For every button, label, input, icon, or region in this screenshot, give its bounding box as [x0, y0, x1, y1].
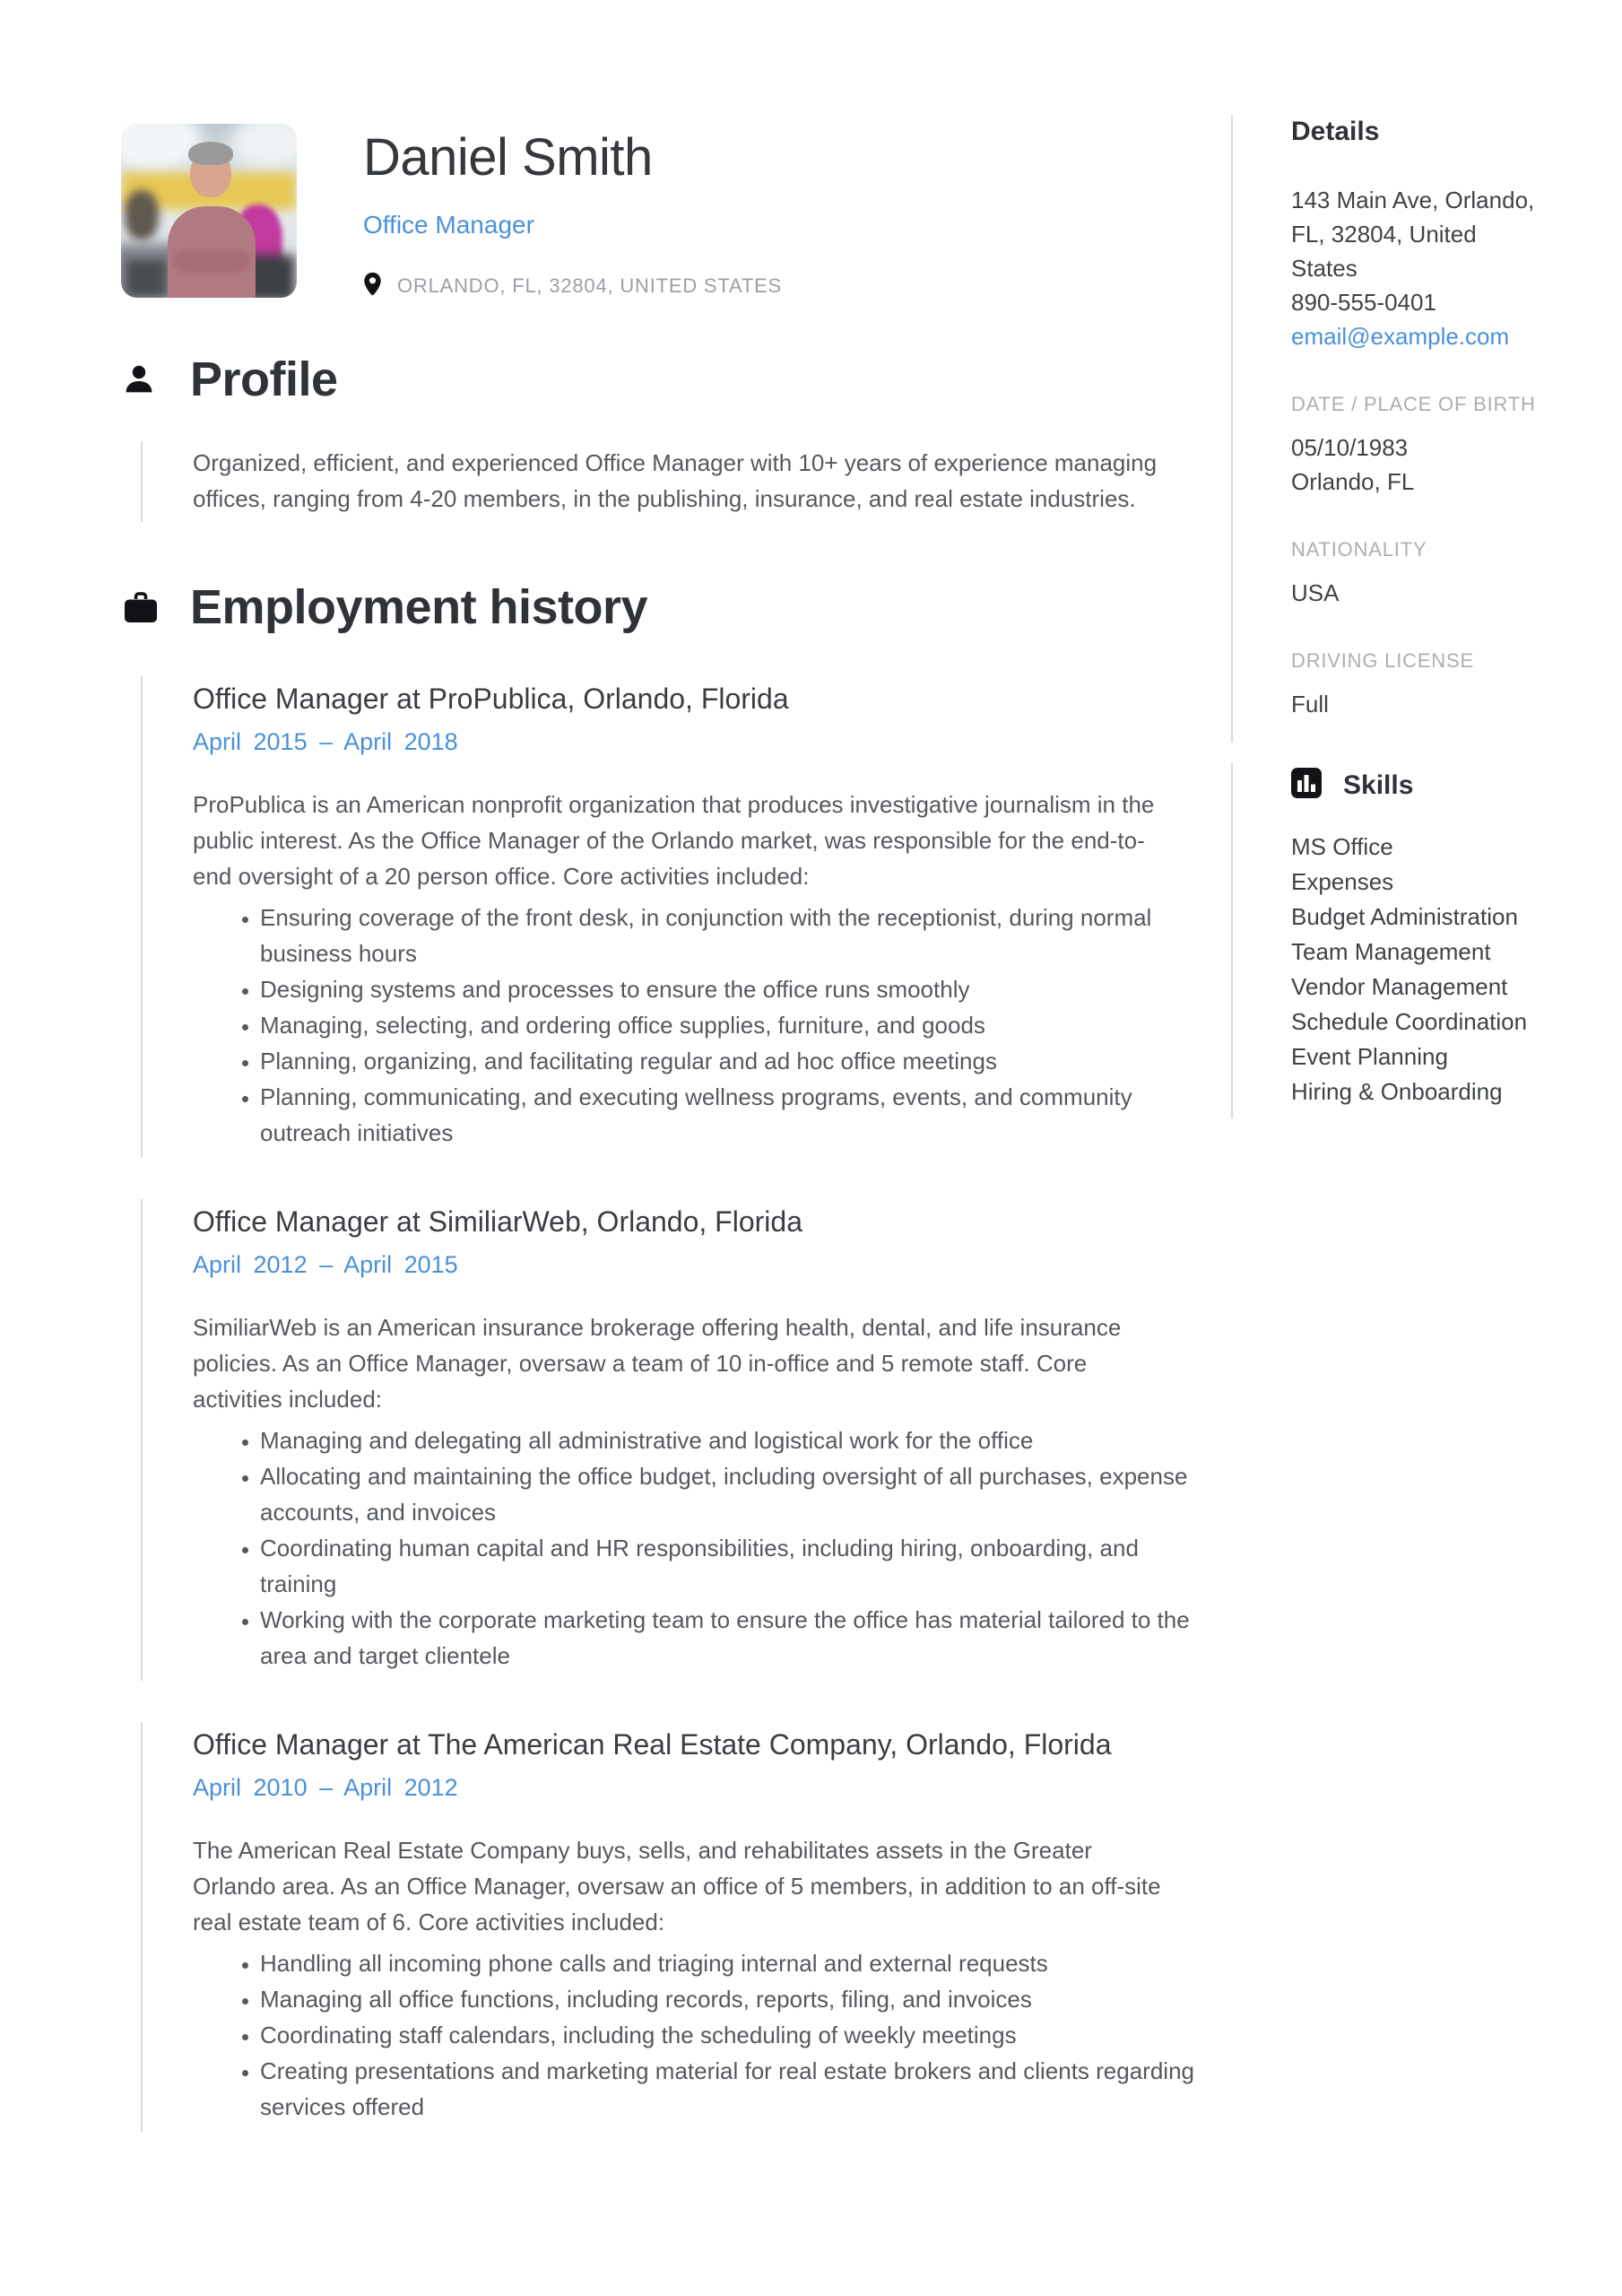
skill-item: Team Management [1291, 938, 1491, 965]
skills-heading-row [1291, 768, 1547, 803]
employment-section-heading [121, 579, 1201, 635]
driving-license-value: Full [1291, 691, 1329, 718]
nationality-value: USA [1291, 579, 1340, 606]
job-bullet: • Planning, communicating, and executing wellness programs, events, and community outreach initiatives [260, 1079, 1201, 1151]
details-heading: Details [1291, 117, 1380, 146]
job-entry [141, 1722, 1201, 2132]
driving-license-label: DRIVING LICENSE [1291, 649, 1474, 672]
job-bullet: • Ensuring coverage of the front desk, in conjunction with the receptionist, during normal business hours [260, 900, 1201, 971]
birth-label: DATE / PLACE OF BIRTH [1291, 393, 1536, 415]
bar-chart-icon [1291, 768, 1322, 803]
job-description: SimiliarWeb is an American insurance brokerage offering health, dental, and life insurance policies. As an Office Manager, oversaw a team of 10 in-office and 5 remote staff. Core activities included: [193, 1314, 1122, 1413]
job-bullet: • Allocating and maintaining the office budget, including oversight of all purchases, expense accounts, and invoices [260, 1458, 1201, 1530]
location-row [363, 272, 782, 301]
photo-background [121, 124, 202, 170]
job-bullet: • Coordinating human capital and HR responsibilities, including hiring, onboarding, and training [260, 1530, 1201, 1602]
job-dates: April 2015 – April 2018 [193, 728, 458, 755]
job-bullet: • Managing and delegating all administrative and logistical work for the office [260, 1422, 1201, 1458]
job-bullet: • Managing all office functions, including records, reports, filing, and invoices [260, 1981, 1201, 2017]
skill-item: Expenses [1291, 868, 1394, 895]
job-description: ProPublica is an American nonprofit organization that produces investigative journalism in the public interest. As the Office Manager of the Orlando market, was responsible for the end-to-end oversight of a 20 person office. Core activities included: [193, 791, 1155, 890]
job-bullet: • Managing, selecting, and ordering office supplies, furniture, and goods [260, 1007, 1201, 1043]
job-bullet: • Creating presentations and marketing material for real estate brokers and clients regarding services offered [260, 2053, 1201, 2125]
job-bullet: • Coordinating staff calendars, including the scheduling of weekly meetings [260, 2017, 1201, 2053]
main-column [121, 352, 1201, 2132]
job-title: Office Manager at The American Real Estate Company, Orlando, Florida [193, 1728, 1112, 1761]
address: 143 Main Ave, Orlando, FL, 32804, United States [1291, 187, 1535, 282]
skill-item: Hiring & Onboarding [1291, 1078, 1503, 1105]
job-entry [141, 1199, 1201, 1681]
skill-item: Schedule Coordination [1291, 1008, 1528, 1035]
job-bullet: • Working with the corporate marketing team to ensure the office has material tailored to the area and target clientele [260, 1602, 1201, 1674]
contact-block [1291, 183, 1540, 353]
candidate-job-title: Office Manager [363, 210, 534, 239]
candidate-location: ORLANDO, FL, 32804, UNITED STATES [397, 274, 783, 298]
profile-text: Organized, efficient, and experienced Office Manager with 10+ years of experience managing offices, ranging from 4-20 members, in the publishing, insurance, and real estate industries. [193, 449, 1158, 512]
job-bullet: • Planning, organizing, and facilitating regular and ad hoc office meetings [260, 1043, 1201, 1079]
job-entry [141, 676, 1201, 1158]
job-bullet-list [193, 900, 1201, 1151]
profile-section-heading [121, 352, 1201, 407]
details-section [1231, 115, 1547, 743]
skill-item: Event Planning [1291, 1043, 1448, 1070]
email-link[interactable]: email@example.com [1291, 323, 1510, 350]
job-bullet: • Designing systems and processes to ensure the office runs smoothly [260, 971, 1201, 1007]
candidate-name: Daniel Smith [363, 128, 653, 187]
header [363, 128, 783, 301]
person-icon [121, 364, 190, 395]
profile-heading: Profile [190, 352, 338, 406]
skills-list [1291, 830, 1547, 1109]
job-description: The American Real Estate Company buys, sells, and rehabilitates assets in the Greater Orlando area. As an Office Manager, oversaw an office of 5 members, in addition to an off-site real estate team of 6. Core activities included: [193, 1837, 1161, 1935]
skills-section [1231, 762, 1547, 1118]
job-title: Office Manager at SimiliarWeb, Orlando, Florida [193, 1205, 802, 1238]
job-bullet-list [193, 1945, 1201, 2125]
job-dates: April 2012 – April 2015 [193, 1251, 458, 1278]
profile-block [141, 441, 1201, 522]
location-pin-icon [363, 272, 382, 301]
job-title: Office Manager at ProPublica, Orlando, Florida [193, 683, 789, 715]
birth-date: 05/10/1983 [1291, 434, 1409, 461]
job-bullet: • Handling all incoming phone calls and triaging internal and external requests [260, 1945, 1201, 1981]
sidebar [1231, 115, 1547, 1118]
skill-item: MS Office [1291, 833, 1393, 860]
nationality-label: NATIONALITY [1291, 538, 1427, 561]
skills-heading: Skills [1343, 770, 1414, 800]
briefcase-icon [121, 592, 190, 623]
skill-item: Budget Administration [1291, 903, 1518, 930]
skill-item: Vendor Management [1291, 973, 1508, 1000]
birth-place: Orlando, FL [1291, 468, 1415, 495]
birth-value [1291, 430, 1547, 499]
job-dates: April 2010 – April 2012 [193, 1774, 458, 1801]
employment-heading: Employment history [190, 580, 648, 634]
phone-number: 890-555-0401 [1291, 289, 1436, 316]
profile-photo [121, 124, 297, 298]
job-bullet-list [193, 1422, 1201, 1674]
